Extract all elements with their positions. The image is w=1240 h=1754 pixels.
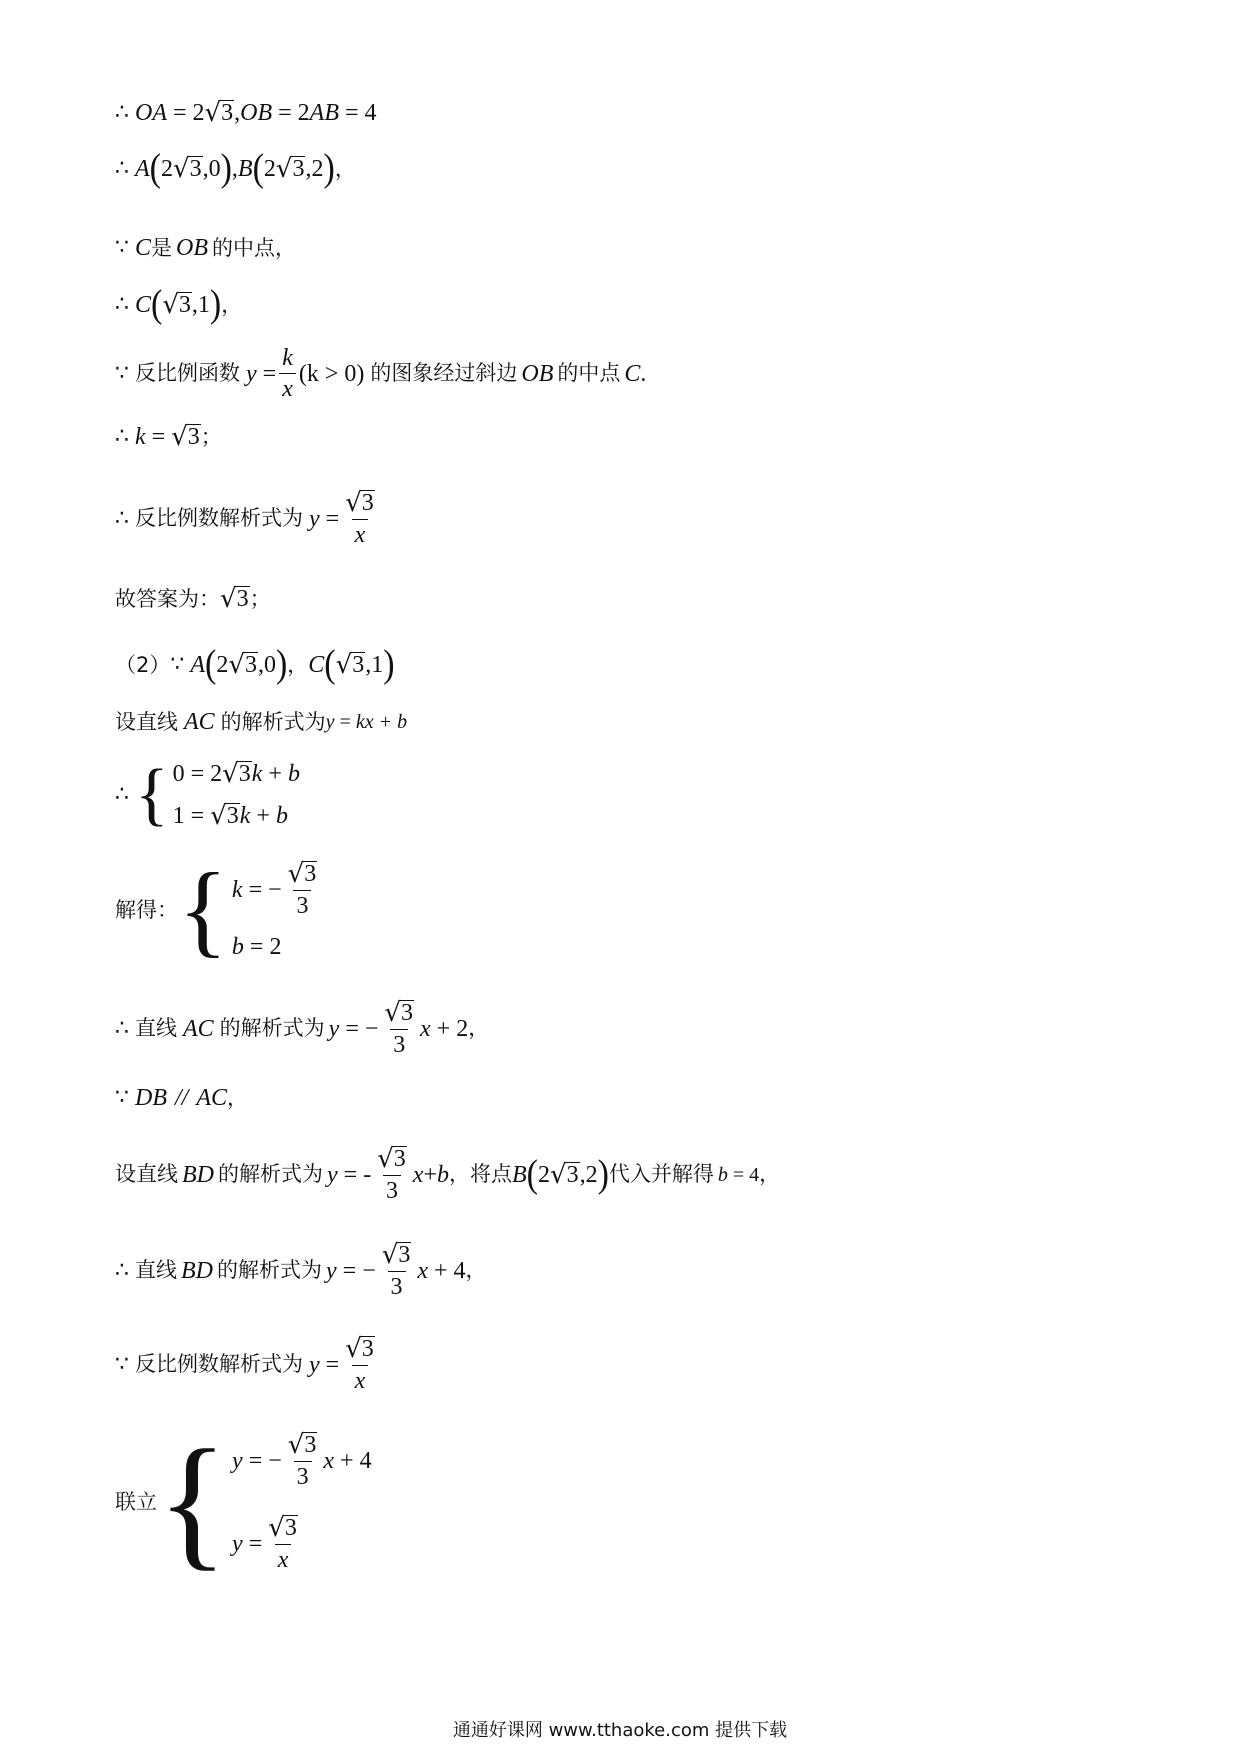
therefore-symbol: ∴ <box>115 100 129 126</box>
line-ac-expression: ∴ 直线 AC 的解析式为 y = − √ 3 3 x + 2 ， <box>115 998 490 1059</box>
line-coord-c: ∴ C ( √ 3 , 1 ) ， <box>115 283 243 326</box>
line-answer: 故答案为： √ 3 ； <box>115 584 271 615</box>
fraction-k-over-x: $\frac{k}{x}$ <box>279 346 296 401</box>
line-part2: （2） ∵ A ( 2 √ 3 , 0 ) ， C ( √ 3 , 1 ) <box>115 643 395 686</box>
because-symbol: ∵ <box>115 235 129 260</box>
line-simultaneous: 联立 { y = − √ 3 3 x + 4 y = √ 3 x <box>115 1420 372 1584</box>
line-k-value: ∴ k = √ 3 ； <box>115 422 222 453</box>
line-system-ac: ∴ { 0 = 2 √ 3 k + b 1 = √ 3 k + b <box>115 756 300 833</box>
line-coords-a-b: ∴ A ( 2 √ 3 , 0 ) , B ( 2 √ 3 , 2 ) ， <box>115 147 356 190</box>
line-oa-ob: ∴ OA = 2 √ 3 , OB = 2 AB = 4 <box>115 98 377 129</box>
line-solution: 解得： { k = − √ 3 3 b = 2 <box>115 852 317 967</box>
line-parallel: ∵ DB // AC ， <box>115 1085 249 1111</box>
line-inverse-expression: ∴ 反比例数解析式为 y = √ 3 x <box>115 488 374 549</box>
line-inverse-function: ∵ 反比例函数 y = $\frac{k}{x}$ (k > 0) 的图象经过斜边 OB 的中点 C . <box>115 345 647 402</box>
line-c-midpoint: ∵ C 是 OB 的中点， <box>115 235 297 261</box>
page-footer: 通通好课网 www.tthaoke.com 提供下载 <box>452 1720 788 1741</box>
line-set-bd: 设直线 BD 的解析式为 y = - √ 3 3 x + b ，将点 B ( 2 √ 3 , 2 ) 代入并解得 b = 4 ， <box>115 1144 781 1205</box>
sqrt-3: √ 3 <box>204 98 234 129</box>
line-inverse-expression-2: ∵ 反比例数解析式为 y = √ 3 x <box>115 1334 374 1395</box>
line-set-ac: 设直线 AC 的解析式为 y = kx + b <box>115 709 408 735</box>
line-bd-expression: ∴ 直线 BD 的解析式为 y = − √ 3 3 x + 4 ， <box>115 1240 487 1301</box>
